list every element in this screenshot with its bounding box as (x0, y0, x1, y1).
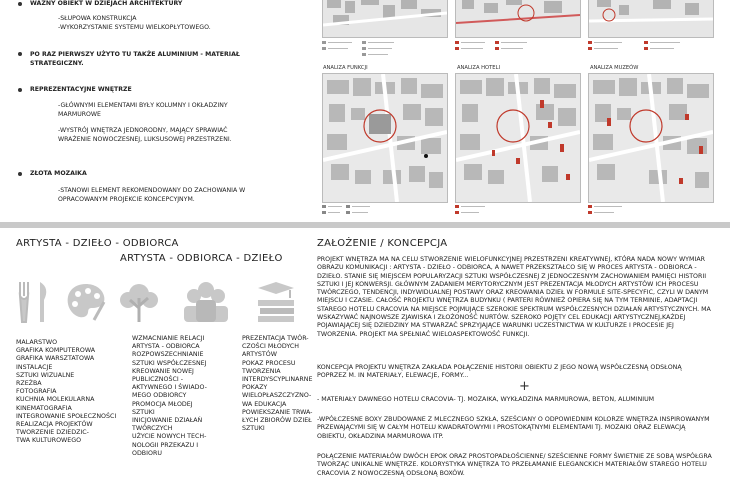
bullet-item (18, 170, 87, 177)
concept-title: ZAŁOŻENIE / KONCEPCJA (317, 238, 448, 249)
bullet-title: PO RAZ PIERWSZY UŻYTO TU TAKŻE ALUMINIUM - MATERIAŁ STRATEGICZNY. (30, 51, 240, 67)
concept-paragraph-4: -WPÓŁCZESNE BOXY ZBUDOWANE Z MLECZNEGO SZKŁA, SZEŚCIANY O ODPOWIEDNIM KOLORZE WNĘTRZA INSPIROWANYM PRZEWAJĄCYMI SIĘ W CAŁYM HOTELU KWADRATOWYMI I PROSTOKĄTNYMI ELEMENTAMI TJ. MOZAIKI ORAZ ELEWACJĄ OBIEKTU, OKŁADZINA MARMUROWA ITP. (317, 416, 710, 440)
bullet-sub: -SŁUPOWA KONSTRUKCJA (58, 15, 137, 22)
map-legend (588, 40, 712, 60)
map-panel-top-2 (455, 0, 581, 38)
bullet-sub: -STANOWI ELEMENT REKOMENDOWANY DO ZACHOWANIA W OPRACOWANYM PROJEKCIE KONCEPCYJNYM. (58, 187, 246, 203)
city-map-graphic (323, 0, 447, 37)
bullet-item (18, 86, 132, 93)
hotels-map-graphic (456, 74, 580, 202)
column-goals: WZMACNIANIE RELACJI ARTYSTA - ODBIORCA ROZPOWSZECHNIANIE SZTUKI WSPÓŁCZESNEJ KREOWANIE NOWEJ PUBLICZNOŚCI - AKTYWNEGO I ŚWIADO- MEGO ODBIORCY PROMOCJA MŁODEJ SZTUKI INICJOWANIE DZIAŁAŃ TWÓRCZYCH UŻYCIE NOWYCH TECH- NOLOGII PRZEKAZU I ODBIORU (132, 335, 207, 457)
heading-artist-recipient-work: ARTYSTA - ODBIORCA - DZIEŁO (120, 253, 283, 264)
city-map-graphic (456, 0, 580, 37)
map-title: ANALIZA HOTELI (457, 65, 500, 71)
map-panel-top-3 (588, 0, 714, 38)
bullet-sub: -WYSTRÓJ WNĘTRZA JEDNORODNY, MAJĄCY SPRAWIAĆ WRAŻENIE NOWOCZESNEJ, LUKSUSOWEJ PRZESTRZENI. (58, 127, 232, 143)
tree-icon (116, 280, 162, 324)
map-legend (588, 204, 712, 220)
map-legend (322, 40, 446, 60)
bullet-item (18, 50, 248, 68)
map-panel-top-1 (322, 0, 448, 38)
top-section (0, 0, 730, 222)
city-map-graphic (589, 0, 713, 37)
bottom-section (0, 228, 730, 480)
bullet-title: WAŻNY OBIEKT W DZIEJACH ARCHITEKTURY (30, 0, 183, 7)
bullet-item (18, 0, 182, 7)
map-title: ANALIZA MUZEÓW (590, 65, 639, 71)
people-icon (180, 280, 232, 324)
bullet-dot-icon (18, 88, 22, 92)
map-legend (455, 40, 579, 60)
concept-paragraph-5: POŁĄCZENIE MATERIAŁÓW DWÓCH EPOK ORAZ PROSTOPADŁOŚCIENNE/ SZEŚCIENNE FORMY ŚWIETNIE ZE SOBĄ WSPÓŁGRA TWORZĄC UNIKALNE WNĘTRZE. KOLORYSTYKA WNĘTRZA TO PRZEŁAMANIE ELEGANCKICH MATERIAŁÓW STAREGO HOTELU CRACOVIA Z NOWOCZESNĄ ODSŁONĄ BOXÓW. (317, 453, 712, 477)
map-panel-museums (588, 73, 714, 203)
concept-paragraph-3: - MATERIAŁY DAWNEGO HOTELU CRACOVIA- TJ. MOZAIKA, WYKŁADZINA MARMUROWA, BETON, ALUMINIUM (317, 396, 655, 403)
bullet-title: REPREZENTACYJNE WNĘTRZE (30, 86, 132, 93)
plus-icon: + (519, 379, 530, 394)
bullet-dot-icon (18, 2, 22, 6)
bullet-title: ZŁOTA MOZAIKA (30, 170, 87, 177)
functions-map-graphic (323, 74, 447, 202)
bullet-dot-icon (18, 52, 22, 56)
heading-artist-work-recipient: ARTYSTA - DZIEŁO - ODBIORCA (16, 238, 179, 249)
column-disciplines: MALARSTWO GRAFIKA KOMPUTEROWA GRAFIKA WARSZTATOWA INSTALACJE SZTUKI WIZUALNE RZEŹBA FOTOGRAFIA KUCHNIA MOLEKULARNA KINEMATOGRAFIA INTEGROWANIE SPOŁECZNOŚCI REALIZACJA PROJEKTÓW TWORZENIE DZIEDZIC- TWA KULTUROWEGO (16, 339, 117, 445)
concept-paragraph-1: PROJEKT WNĘTRZA MA NA CELU STWORZENIE WIELOFUNKCYJNEJ PRZESTRZENI KREATYWNEJ, KTÓRA NADA NOWY WYMIAR OBRAZU KOMUNIKACJI : ARTYSTA - DZIEŁO - ODBIORCA, A NAWET PRZEKSZTAŁCO SIĘ W PROCES ARTYSTA - ODBIORCA - DZIEŁO. STANIE SIĘ MIEJSCEM POPULARYZACJI SZTUKI WSPÓŁCZESNEJ Z JEDNOCZESNYM ZACHOWANIEM PAMIĘCI HISTORII SZTUKI I JEJ KONWERSJI. GŁÓWNYM ZADANIEM MERYTORYCZNYM JEST PREZENTACJA MŁODYCH ARTYSTÓW ICH PROCESU TWÓRCZEGO, TENDENCJI, INDYWIDUALNEJ POSTAWY ORAZ KREOWANIA DZIEŁ W FORMULE SITE-SPECYFIC, CZYLI W DANYM MIEJSCU I CZASIE. CAŁOŚĆ PROJEKTU WNĘTRZA BUDYNKU ( PARTERI RÓWNIEŻ OPIERA SIĘ NA TYM TERMINIE, ADAPTACJI STAREGO HOTELU CRACOVIA NA MIEJSCE POJMUJĄCE SZEROKIE SPEKTRUM WSPÓŁCZESNYCH DZIAŁAŃ ARTYSTYCZNYCH. MA WSKAZYWAĆ NAJNOWSZE ZJAWISKA I ZŁOŻONOŚĆ NURTÓW. SZEROKO POJĘTY CEL EDUKACJI ARTYSTYCZNEJ,KAŻDEJ POJAWIAJĄCEJ SIĘ DZIEDZINY MA STWARZAĆ SPRZYJAJĄCE WARUNKI UCZESTNICTWA W KULTURZE I PROCESIE JEJ TWORZENIA. PROJEKT MA SPEŁNIAĆ WIELOASPEKTOWOŚĆ FUNKCJI. (317, 256, 711, 338)
map-title: ANALIZA FUNKCJI (323, 65, 368, 71)
map-panel-hotels (455, 73, 581, 203)
map-legend (455, 204, 579, 220)
concept-paragraph-2: KONCEPCJA PROJEKTU WNĘTRZA ZAKŁADA POŁĄCZENIE HISTORII OBIEKTU Z JEGO NOWĄ WSPÓŁCZESNĄ ODSŁONĄ POPRZEZ M. IN MATERIAŁY, ELEWACJE, FORMY... (317, 364, 682, 380)
map-legend (322, 204, 446, 220)
museums-map-graphic (589, 74, 713, 202)
map-panel-functions (322, 73, 448, 203)
palette-icon (64, 280, 108, 324)
column-activities: PREZENTACJA TWÓR- CZOŚCI MŁODYCH ARTYSTÓW POKAZ PROCESU TWORZENIA INTERDYSCYPLINARNE POKAZY WIELOPŁASZCZYZNO- WA EDUKACJA POWIEKSZANIE TRWA- ŁYCH ZBIORÓW DZIEŁ SZTUKI (242, 335, 313, 433)
tools-icon (14, 280, 54, 324)
bullet-dot-icon (18, 172, 22, 176)
bullet-sub: -WYKORZYSTANIE SYSTEMU WIELKOPŁYTOWEGO. (58, 24, 211, 31)
bullet-sub: -GŁÓWNYMI ELEMENTAMI BYŁY KOLUMNY I OKŁADZINY MARMUROWE (58, 102, 228, 118)
marker-dot-icon (424, 154, 428, 158)
books-icon (252, 278, 300, 326)
